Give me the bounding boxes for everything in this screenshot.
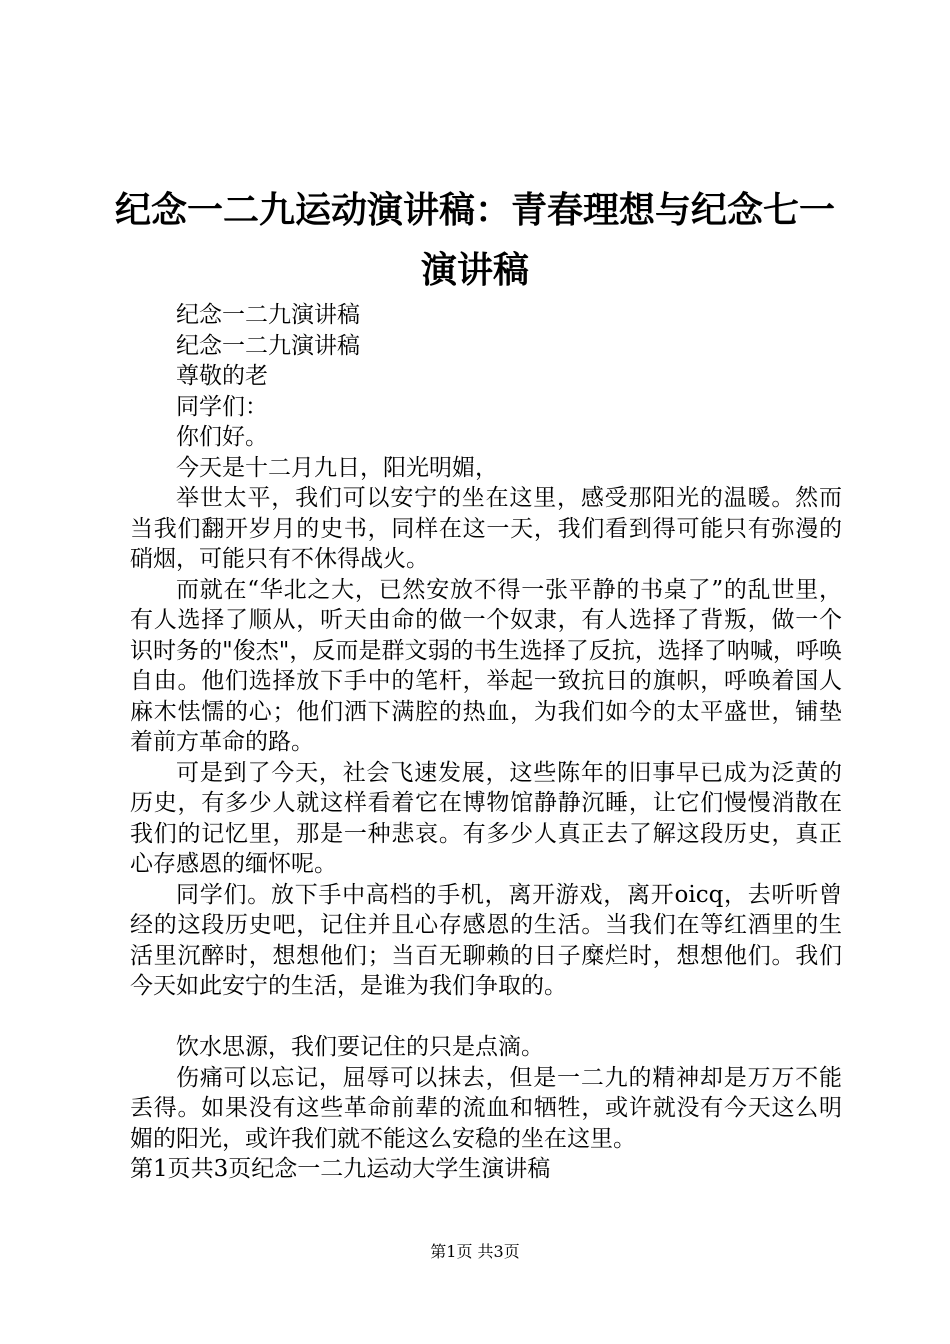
paragraph: 纪念一二九演讲稿 [176,302,360,328]
document-title-line-1: 纪念一二九运动演讲稿：青春理想与纪念七一 [114,189,835,231]
paragraph-spacer [130,1002,842,1033]
paragraph: 举世太平，我们可以安宁的坐在这里，感受那阳光的温暖。然而当我们翻开岁月的史书，同样在这一天，我们看到得可能只有弥漫的硝烟，可能只有不休得战火。 [130,485,842,572]
paragraph: 同学们。放下手中高档的手机，离开游戏，离开oicq，去听听曾经的这段历史吧，记住并且心存感恩的生活。当我们在等红酒里的生活里沉醉时，想想他们；当百无聊赖的日子糜烂时，想想他们。我们今天如此安宁的生活，是谁为我们争取的。 [130,881,842,999]
greeting: 你们好。 [176,424,268,450]
paragraph: 可是到了今天，社会飞速发展，这些陈年的旧事早已成为泛黄的历史，有多少人就这样看着它在博物馆静静沉睡，让它们慢慢消散在我们的记忆里，那是一种悲哀。有多少人真正去了解这段历史，真正心存感恩的缅怀呢。 [130,759,842,877]
page-break-text: 第1页共3页纪念一二九运动大学生演讲稿 [130,1156,551,1182]
document-body [130,300,842,1185]
document-title-line-2: 演讲稿 [420,249,529,291]
salutation: 尊敬的老 [176,363,268,389]
paragraph: 纪念一二九演讲稿 [176,332,360,359]
paragraph: 伤痛可以忘记，屈辱可以抹去，但是一二九的精神却是万万不能丢得。如果没有这些革命前辈的流血和牺牲，或许就没有今天这么明媚的阳光，或许我们就不能这么安稳的坐在这里。 [130,1064,842,1152]
paragraph: 而就在“华北之大，已然安放不得一张平静的书桌了”的乱世里，有人选择了顺从，听天由命的做一个奴隶，有人选择了背叛，做一个识时务的"俊杰"，反而是群文弱的书生选择了反抗，选择了呐喊，呼唤自由。他们选择放下手中的笔杆，举起一致抗日的旗帜，呼唤着国人麻木怯懦的心；他们洒下满腔的热血，为我们如今的太平盛世，铺垫着前方革命的路。 [130,576,842,755]
page-footer: 第1页 共3页 [430,1242,520,1261]
paragraph: 今天是十二月九日，阳光明媚， [176,454,498,481]
salutation: 同学们： [176,393,268,420]
paragraph: 饮水思源，我们要记住的只是点滴。 [176,1034,544,1060]
